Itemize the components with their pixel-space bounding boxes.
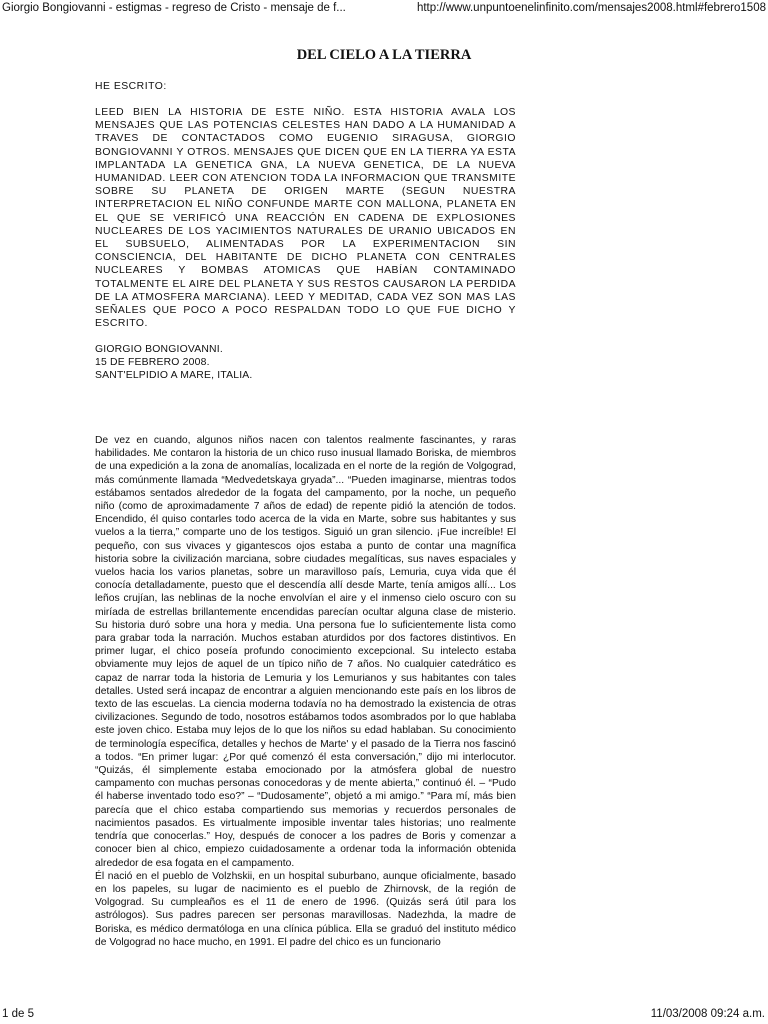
print-datetime: 11/03/2008 09:24 a.m. (650, 1008, 765, 1020)
message-heading: HE ESCRITO: (95, 81, 167, 92)
story-paragraph: Él nació en el pueblo de Volzhskii, en un hospital suburbano, aunque oficialmente, basado en los papeles, su lugar de nacimiento es el pueblo de Zhirnovsk, de la región de Volgograd. Su cumpleaños es el 11 de enero de 1996. (Quizás será útil para los astrólogos). Sus padres parecen ser personas maravillosas. Nadezhda, la madre de Boriska, es médico dermatóloga en una clínica pública. Ella se graduó del instituto médico de Volgograd no hace mucho, en 1991. El padre del chico es un funcionario (95, 870, 516, 948)
page-title-header: Giorgio Bongiovanni - estigmas - regreso de Cristo - mensaje de f... (2, 2, 346, 14)
signature-place: SANT'ELPIDIO A MARE, ITALIA. (95, 370, 253, 382)
print-footer (0, 1006, 768, 1022)
page-number: 1 de 5 (2, 1008, 34, 1020)
signature-date: 15 DE FEBRERO 2008. (95, 357, 210, 369)
page-url-header: http://www.unpuntoenelinfinito.com/mensajes2008.html#febrero1508 (416, 2, 766, 14)
document-title: DEL CIELO A LA TIERRA (296, 47, 472, 63)
message-body: LEED BIEN LA HISTORIA DE ESTE NIÑO. ESTA HISTORIA AVALA LOS MENSAJES QUE LAS POTENCIAS CELESTES HAN DADO A LA HUMANIDAD A TRAVES DE CONTACTADOS COMO EUGENIO SIRAGUSA, GIORGIO BONGIOVANNI Y OTROS. MENSAJES QUE DICEN QUE EN LA TIERRA YA ESTA IMPLANTADA LA GENETICA GNA, LA NUEVA GENETICA, DE LA NUEVA HUMANIDAD. LEER CON ATENCION TODA LA INFORMACION QUE TRANSMITE SOBRE SU PLANETA DE ORIGEN MARTE (SEGUN NUESTRA INTERPRETACION EL NIÑO CONFUNDE MARTE CON MALLONA, PLANETA EN EL QUE SE VERIFICÓ UNA REACCIÓN EN CADENA DE EXPLOSIONES NUCLEARES DE LOS YACIMIENTOS NATURALES DE URANIO UBICADOS EN EL SUBSUELO, ALIMENTADAS POR LA EXPERIMENTACION SIN CONSCIENCIA, DEL HABITANTE DE DICHO PLANETA CON CENTRALES NUCLEARES Y BOMBAS ATOMICAS QUE HABÍAN CONTAMINADO TOTALMENTE EL AIRE DEL PLANETA Y SUS RESTOS CAUSARON LA PERDIDA DE LA ATMOSFERA MARCIANA). LEED Y MEDITAD, CADA VEZ SON MAS LAS SEÑALES QUE POCO A POCO RESPALDAN TODO LO QUE FUE DICHO Y ESCRITO. (95, 107, 516, 330)
signature-name: GIORGIO BONGIOVANNI. (95, 344, 223, 355)
story-text (95, 434, 516, 1004)
story-paragraph: De vez en cuando, algunos niños nacen con talentos realmente fascinantes, y raras habilidades. Me contaron la historia de un chico ruso inusual llamado Boriska, de miembros de una expedición a la zona de anomalías, localizada en el norte de la región de Volgograd, más comúnmente llamada “Medvedetskaya gryada”... “Pueden imaginarse, mientras todos estábamos sentados alrededor de la fogata del campamento, por la noche, un pequeño niño (como de aproximadamente 7 años de edad) de repente pidió la atención de todos. Encendido, él quiso contarles todo acerca de la vida en Marte, sobre sus habitantes y sus vuelos a la tierra,” comparte uno de los testigos. Siguió un gran silencio. ¡Fue increíble! El pequeño, con sus vivaces y gigantescos ojos estaba a punto de contar una magnífica historia sobre la civilización marciana, sobre ciudades megalíticas, sus naves espaciales y vuelos hacia los varios planetas, sobre un maravilloso país, Lemuria, cuya vida que él conocía detalladamente, puesto que el descendía allí desde Marte, tenía amigos allí... Los leños crujían, las neblinas de la noche envolvían el aire y el inmenso cielo oscuro con su miríada de estrellas brillantemente encendidas parecían ocultar alguna clase de misterio. Su historia duró sobre una hora y media. Una persona fue lo suficientemente lista como para grabar toda la narración. Muchos estaban aturdidos por dos factores distintivos. En primer lugar, el chico poseía profundo conocimiento excepcional. Su intelecto estaba obviamente muy lejos de aquel de un típico niño de 7 años. No cualquier catedrático es capaz de narrar toda la historia de Lemuria y los Lemurianos y sus habitantes con tales detalles. Usted será incapaz de encontrar a alguien mencionando este país en los libros de texto de las escuelas. La ciencia moderna todavía no ha demostrado la existencia de otras civilizaciones. Segundo de todo, nosotros estábamos todos asombrados por lo que hablaba este joven chico. Estaba muy lejos de lo que los niños su edad hablaban. Su conocimiento de terminología específica, detalles y hechos de Marte' y el pasado de la Tierra nos fascinó a todos. “En primer lugar: ¿Por qué comenzó él esta conversación,” dijo mi interlocutor. “Quizás, él simplemente estaba emocionado por la atmósfera global de nuestro campamento con muchas personas conocedoras y de mente abierta,” continuó él. – “Pudo él haberse inventado todo eso?” – “Dudosamente”, objetó a mi amigo.” “Para mí, más bien parecía que el chico estaba compartiendo sus memorias y recuerdos personales de nacimientos pasados. Es virtualmente imposible inventar tales historias; uno realmente tendría que conocerlas.” Hoy, después de conocer a los padres de Boris y comenzar a conocer bien al chico, empiezo cuidadosamente a ordenar toda la información obtenida alrededor de esa fogata en el campamento. (95, 435, 516, 869)
print-header (0, 0, 768, 16)
signature-block (95, 343, 516, 383)
